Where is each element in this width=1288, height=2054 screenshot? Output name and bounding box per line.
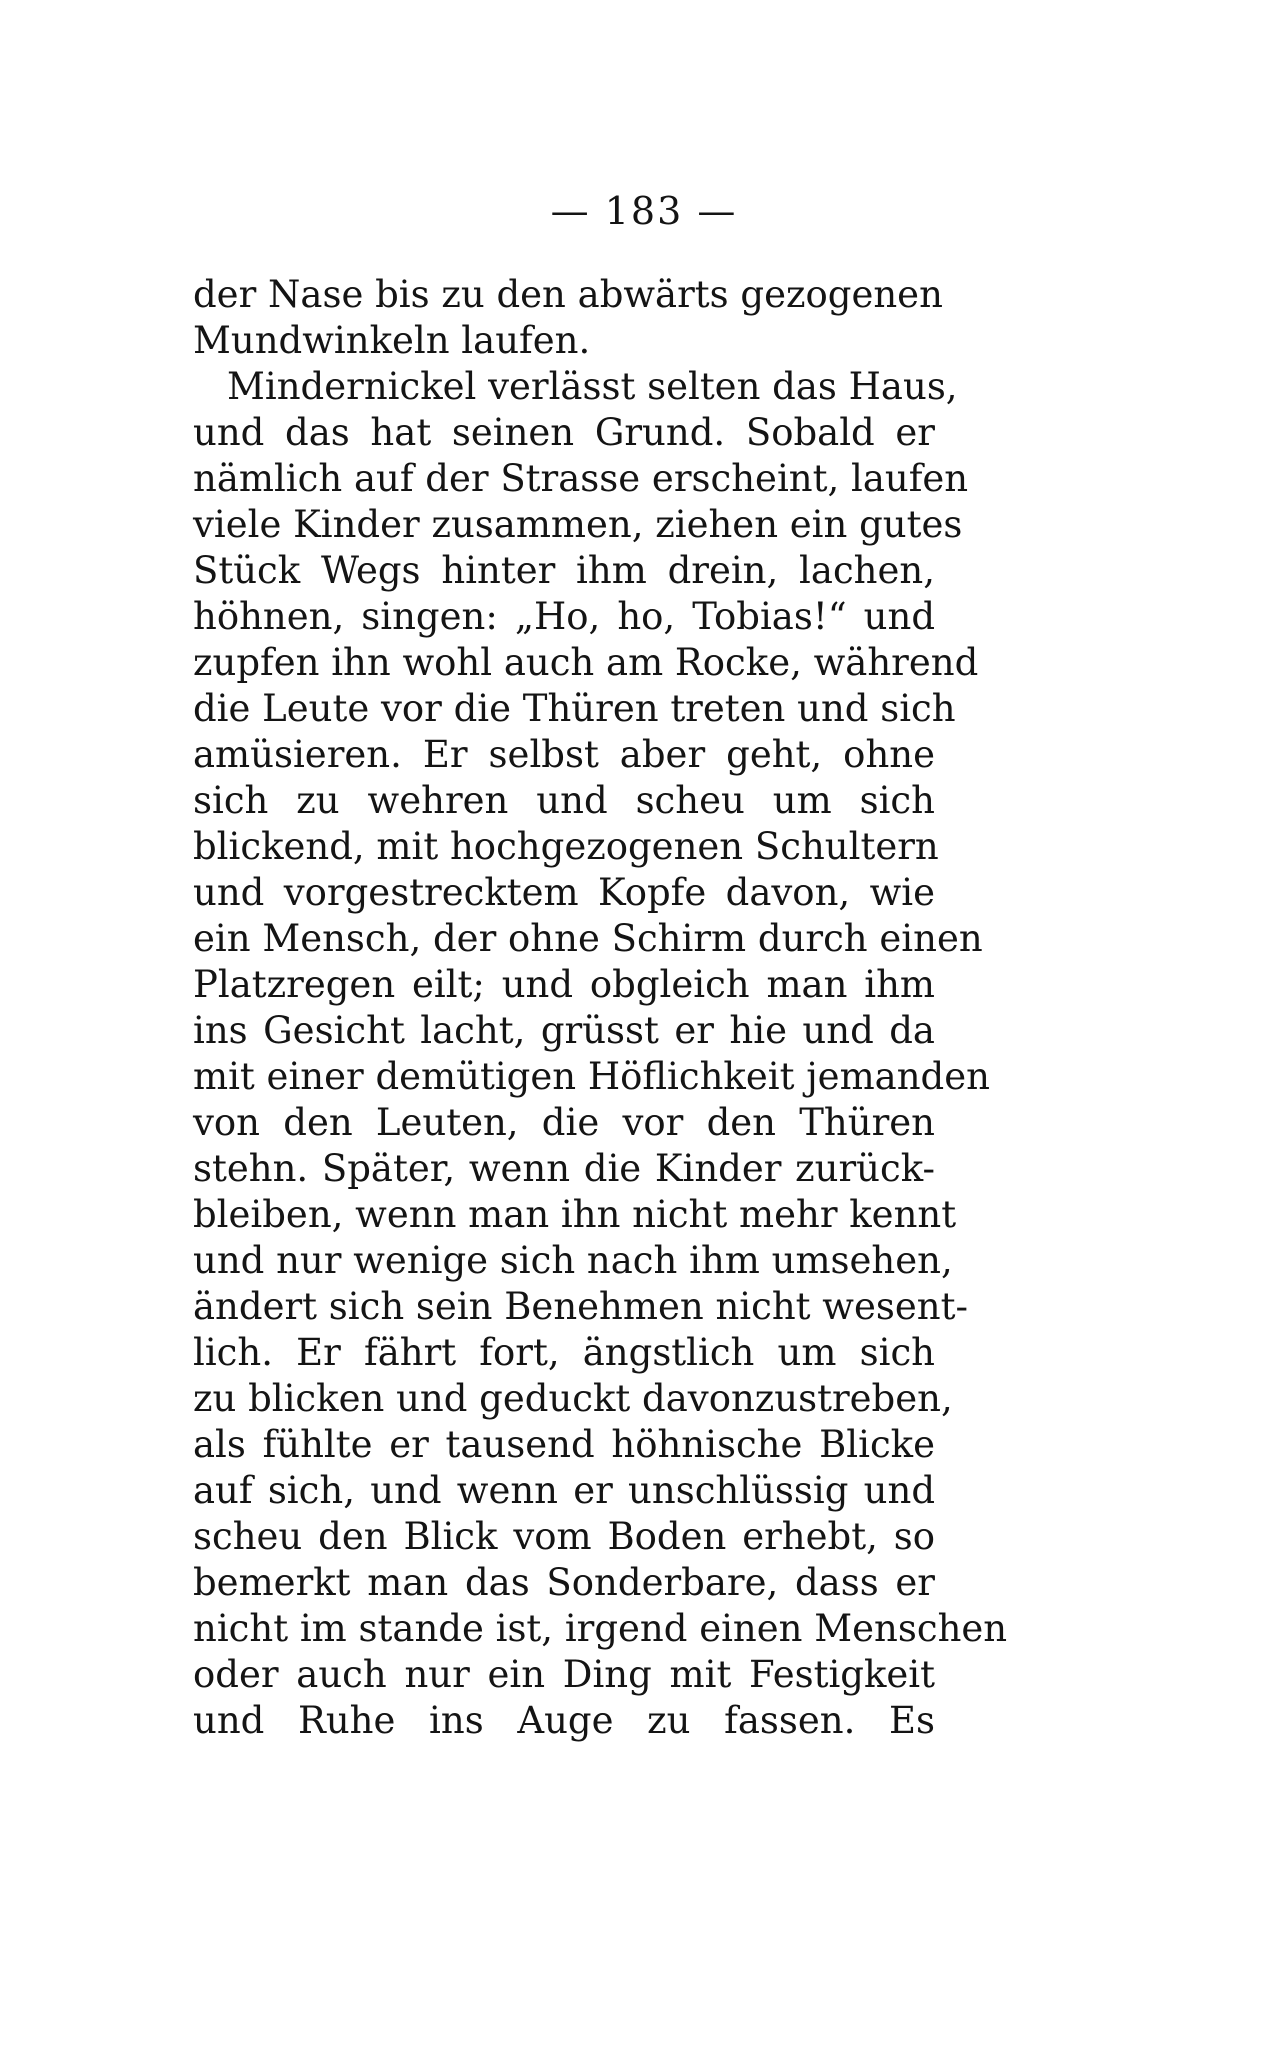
text-line: Platzregen eilt; und obgleich man ihm bbox=[193, 963, 935, 1006]
text-line: bleiben, wenn man ihn nicht mehr kennt bbox=[193, 1193, 957, 1236]
body-text bbox=[193, 272, 1008, 1744]
text-line: zu blicken und geduckt davonzustreben, bbox=[193, 1377, 953, 1420]
text-line: mit einer demütigen Höflichkeit jemanden bbox=[193, 1055, 990, 1098]
text-line: Stück Wegs hinter ihm drein, lachen, bbox=[193, 549, 935, 592]
text-line: auf sich, und wenn er unschlüssig und bbox=[193, 1469, 935, 1512]
text-line: blickend, mit hochgezogenen Schultern bbox=[193, 825, 939, 868]
text-line: sich zu wehren und scheu um sich bbox=[193, 779, 935, 822]
text-line: höhnen, singen: „Ho, ho, Tobias!“ und bbox=[193, 595, 935, 638]
text-line: und vorgestrecktem Kopfe davon, wie bbox=[193, 871, 935, 914]
text-line: ins Gesicht lacht, grüsst er hie und da bbox=[193, 1009, 935, 1052]
text-line: und nur wenige sich nach ihm umsehen, bbox=[193, 1239, 953, 1282]
text-line: der Nase bis zu den abwärts gezogenen bbox=[193, 273, 943, 316]
text-line: als fühlte er tausend höhnische Blicke bbox=[193, 1423, 935, 1466]
text-line: nämlich auf der Strasse erscheint, laufen bbox=[193, 457, 969, 500]
text-line: viele Kinder zusammen, ziehen ein gutes bbox=[193, 503, 963, 546]
text-line: nicht im stande ist, irgend einen Menschen bbox=[193, 1607, 1008, 1650]
text-line: oder auch nur ein Ding mit Festigkeit bbox=[193, 1653, 935, 1696]
text-line: von den Leuten, die vor den Thüren bbox=[193, 1101, 935, 1144]
text-line: zupfen ihn wohl auch am Rocke, während bbox=[193, 641, 979, 684]
text-line: und Ruhe ins Auge zu fassen. Es bbox=[193, 1699, 935, 1742]
text-line: lich. Er fährt fort, ängstlich um sich bbox=[193, 1331, 935, 1374]
page-number: — 183 — bbox=[550, 189, 738, 233]
text-line: scheu den Blick vom Boden erhebt, so bbox=[193, 1515, 935, 1558]
text-line: die Leute vor die Thüren treten und sich bbox=[193, 687, 956, 730]
text-line: Mundwinkeln laufen. bbox=[193, 319, 591, 362]
text-line: ändert sich sein Benehmen nicht wesent- bbox=[193, 1285, 968, 1328]
text-line: bemerkt man das Sonderbare, dass er bbox=[193, 1561, 935, 1604]
text-line: amüsieren. Er selbst aber geht, ohne bbox=[193, 733, 935, 776]
text-line: und das hat seinen Grund. Sobald er bbox=[193, 411, 935, 454]
text-line: ein Mensch, der ohne Schirm durch einen bbox=[193, 917, 983, 960]
text-line: stehn. Später, wenn die Kinder zurück- bbox=[193, 1147, 935, 1190]
text-line: Mindernickel verlässt selten das Haus, bbox=[227, 365, 958, 408]
